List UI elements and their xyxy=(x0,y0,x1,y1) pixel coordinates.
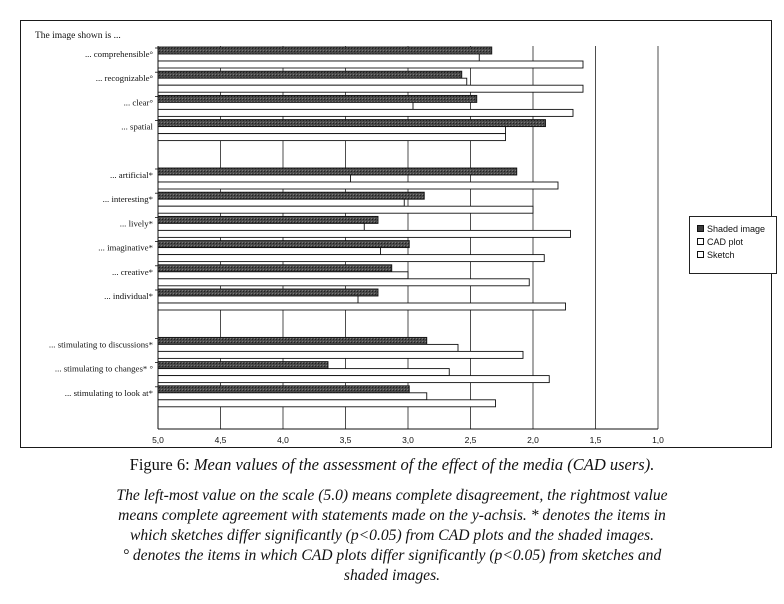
bar-cad-plot xyxy=(158,296,358,303)
category-label: ... artificial* xyxy=(110,170,153,180)
category-label: ... interesting* xyxy=(102,194,153,205)
bar-shaded-image xyxy=(158,289,378,296)
bar-cad-plot xyxy=(158,127,506,134)
figure-caption-text: Mean values of the assessment of the effect of the media (CAD users). xyxy=(193,455,655,474)
category-label: ... stimulating to changes* ° xyxy=(54,363,153,374)
category-label: ... clear° xyxy=(123,97,153,108)
legend-label-shaded: Shaded image xyxy=(707,223,766,234)
chart-title: The image shown is ... xyxy=(35,31,121,41)
bar-chart xyxy=(21,21,773,449)
bar-cad-plot xyxy=(158,78,467,85)
bar-shaded-image xyxy=(158,168,517,175)
bar-cad-plot xyxy=(158,344,458,351)
legend-swatch-cad xyxy=(697,238,704,245)
x-tick-label: 4,0 xyxy=(277,435,289,445)
bar-sketch xyxy=(158,376,549,383)
category-labels xyxy=(49,49,154,398)
bar-sketch xyxy=(158,134,506,141)
bar-shaded-image xyxy=(158,47,492,54)
x-tick-label: 2,5 xyxy=(464,435,477,445)
note-line-4: ° denotes the items in which CAD plots differ significantly (p<0.05) from sketches and xyxy=(122,547,662,564)
legend-label-cad: CAD plot xyxy=(707,236,744,247)
bar-shaded-image xyxy=(158,265,392,272)
note-line-2: means complete agreement with statements made on the y-achsis. * denotes the items in xyxy=(118,507,666,524)
category-label: ... creative* xyxy=(111,266,153,277)
bar-cad-plot xyxy=(158,223,364,230)
x-tick-label: 1,5 xyxy=(589,435,602,445)
bar-sketch xyxy=(158,61,583,68)
bar-sketch xyxy=(158,303,566,310)
note-line-5: shaded images. xyxy=(343,567,441,584)
category-label: ... individual* xyxy=(104,291,153,301)
legend-label-sketch: Sketch xyxy=(707,249,735,260)
figure-caption xyxy=(0,455,784,475)
category-label: ... recognizable° xyxy=(95,73,153,84)
category-label: ... stimulating to look at* xyxy=(64,387,153,398)
bar-cad-plot xyxy=(158,393,427,400)
bar-shaded-image xyxy=(158,386,409,393)
bar-sketch xyxy=(158,400,496,407)
x-tick-label: 3,5 xyxy=(339,435,352,445)
bar-cad-plot xyxy=(158,369,449,376)
bar-shaded-image xyxy=(158,241,409,248)
chart-frame xyxy=(20,20,772,448)
bar-shaded-image xyxy=(158,120,546,127)
bar-sketch xyxy=(158,206,533,213)
bar-cad-plot xyxy=(158,248,381,255)
category-label: ... comprehensible° xyxy=(84,49,153,59)
category-label: ... imaginative* xyxy=(98,242,153,253)
bar-shaded-image xyxy=(158,192,424,199)
legend-swatch-sketch xyxy=(697,251,704,258)
figure-notes xyxy=(0,486,784,586)
category-label: ... lively* xyxy=(119,218,153,229)
legend-item-sketch xyxy=(697,248,776,261)
note-line-3: which sketches differ significantly (p<0.05) from CAD plots and the shaded images. xyxy=(129,527,655,544)
note-line-1: The left-most value on the scale (5.0) means complete disagreement, the rightmost value xyxy=(116,487,668,504)
bar-cad-plot xyxy=(158,272,408,279)
bar-shaded-image xyxy=(158,216,378,223)
bars xyxy=(158,47,583,407)
figure-label: Figure 6: xyxy=(129,455,190,474)
x-tick-label: 4,5 xyxy=(214,435,227,445)
bar-sketch xyxy=(158,351,523,358)
bar-shaded-image xyxy=(158,71,462,78)
x-tick-label: 2,0 xyxy=(527,435,539,445)
x-tick-label: 5,0 xyxy=(152,435,164,445)
bar-sketch xyxy=(158,182,558,189)
x-tick-label: 1,0 xyxy=(652,435,664,445)
bar-cad-plot xyxy=(158,102,413,109)
legend-swatch-shaded xyxy=(697,225,704,232)
bar-shaded-image xyxy=(158,337,427,344)
bar-cad-plot xyxy=(158,199,404,206)
category-label: ... stimulating to discussions* xyxy=(48,339,153,350)
bar-sketch xyxy=(158,230,571,237)
legend-item-cad xyxy=(697,235,776,248)
bar-sketch xyxy=(158,255,544,262)
chart-legend xyxy=(689,216,777,274)
bar-sketch xyxy=(158,109,573,116)
category-label: ... spatial xyxy=(121,121,153,132)
bar-sketch xyxy=(158,85,583,92)
bar-cad-plot xyxy=(158,54,479,61)
bar-shaded-image xyxy=(158,95,477,102)
bar-cad-plot xyxy=(158,175,351,182)
bar-sketch xyxy=(158,279,529,286)
bar-shaded-image xyxy=(158,362,328,369)
x-tick-label: 3,0 xyxy=(402,435,414,445)
legend-item-shaded xyxy=(697,222,776,235)
